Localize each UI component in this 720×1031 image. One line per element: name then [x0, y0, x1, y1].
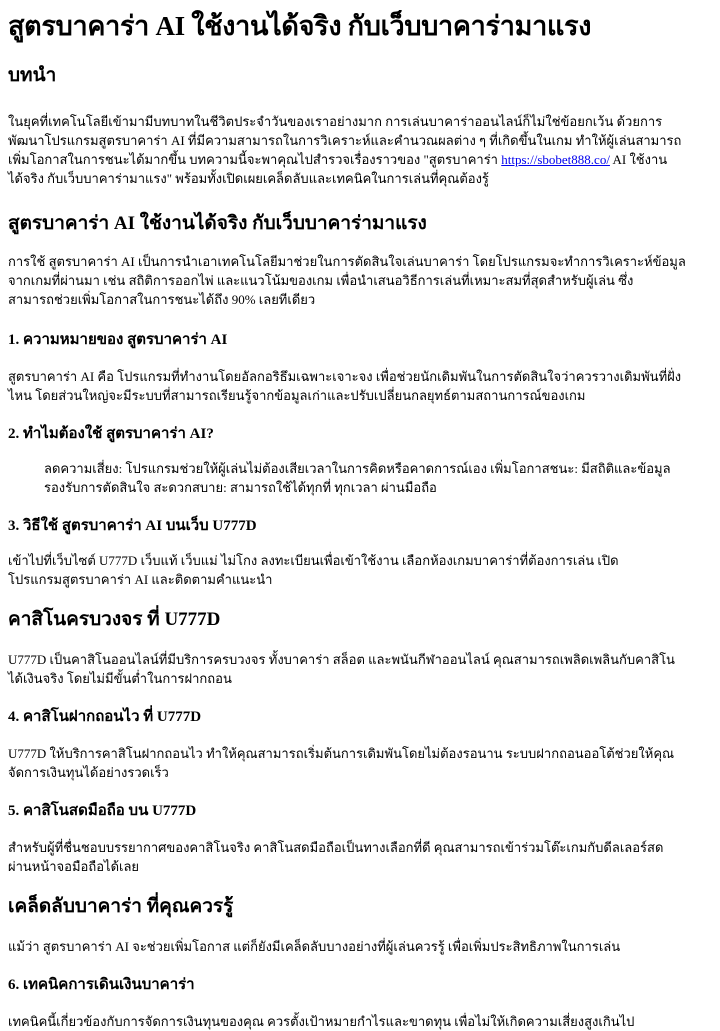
ai-line-2: จากเกมที่ผ่านมา เช่น สถิติการออกไพ่ และแนวโน้มของเกม เพื่อนำเสนอวิธีการเล่นที่เหมาะสมที่สุดสำหรับผู้เล่น ซึ่ง [8, 273, 634, 288]
intro-line-3-tail: AI ใช้งาน [609, 152, 668, 167]
sub6-paragraph [8, 1012, 712, 1031]
sub5-line-1: สำหรับผู้ที่ชื่นชอบบรรยากาศของคาสิโนจริง คาสิโนสดมือถือเป็นทางเลือกที่ดี คุณสามารถเข้าร่วมโต๊ะเกมกับดีลเลอร์สด [8, 840, 664, 855]
sub1-heading: 1. ความหมายของ สูตรบาคาร่า AI [8, 332, 228, 348]
sub6-heading: 6. เทคนิคการเดินเงินบาคาร่า [8, 977, 195, 993]
intro-line-1: ในยุคที่เทคโนโลยีเข้ามามีบทบาทในชีวิตประจำวันของเราอย่างมาก การเล่นบาคาร่าออนไลน์ก็ไม่ใช่ข้อยกเว้น ด้วยการ [8, 114, 663, 129]
sub1-line-1: สูตรบาคาร่า AI คือ โปรแกรมที่ทำงานโดยอัลกอริธึมเฉพาะเจาะจง เพื่อช่วยนักเดิมพันในการตัดสินใจว่าควรวางเดิมพันที่ฝั่ง [8, 369, 682, 384]
page-title: สูตรบาคาร่า AI ใช้งานได้จริง กับเว็บบาคาร่ามาแรง [8, 11, 592, 41]
sub2-paragraph [44, 459, 708, 497]
ai-section-heading: สูตรบาคาร่า AI ใช้งานได้จริง กับเว็บบาคาร่ามาแรง [8, 213, 427, 234]
intro-paragraph [8, 112, 712, 188]
ai-line-3: สามารถช่วยเพิ่มโอกาสในการชนะได้ถึง 90% เลยทีเดียว [8, 292, 316, 307]
sub5-line-2: ผ่านหน้าจอมือถือได้เลย [8, 859, 140, 874]
casino-line-1: U777D เป็นคาสิโนออนไลน์ที่มีบริการครบวงจร ทั้งบาคาร่า สล็อต และพนันกีฬาออนไลน์ คุณสามารถเพลิดเพลินกับคาสิโน [8, 652, 675, 667]
sub3-paragraph [8, 551, 712, 589]
article [0, 9, 720, 1031]
sub3-heading: 3. วิธีใช้ สูตรบาคาร่า AI บนเว็บ U777D [8, 518, 257, 534]
ai-line-1: การใช้ สูตรบาคาร่า AI เป็นการนำเอาเทคโนโลยีมาช่วยในการตัดสินใจเล่นบาคาร่า โดยโปรแกรมจะทำการวิเคราะห์ข้อมูล [8, 254, 686, 269]
sub4-heading: 4. คาสิโนฝากถอนไว ที่ U777D [8, 709, 202, 725]
tips-section-heading: เคล็ดลับบาคาร่า ที่คุณควรรู้ [8, 896, 234, 917]
sub5-heading: 5. คาสิโนสดมือถือ บน U777D [8, 803, 197, 819]
sub3-line-2: โปรแกรมสูตรบาคาร่า AI และติดตามคำแนะนำ [8, 572, 273, 587]
intro-line-3-text: เพิ่มโอกาสในการชนะได้มากขึ้น บทความนี้จะพาคุณไปสำรวจเรื่องราวของ "สูตรบาคาร่า [8, 152, 502, 167]
sub4-paragraph [8, 744, 712, 782]
sub2-heading: 2. ทำไมต้องใช้ สูตรบาคาร่า AI? [8, 426, 214, 442]
sub4-line-2: จัดการเงินทุนได้อย่างรวดเร็ว [8, 765, 169, 780]
sbobet-link[interactable]: https://sbobet888.co/ [501, 152, 610, 167]
casino-line-2: ได้เงินจริง โดยไม่มีขั้นต่ำในการฝากถอน [8, 671, 232, 686]
sub4-line-1: U777D ให้บริการคาสิโนฝากถอนไว ทำให้คุณสามารถเริ่มต้นการเดิมพันโดยไม่ต้องรอนาน ระบบฝากถอนออโต้ช่วยให้คุณ [8, 746, 675, 761]
sub5-paragraph [8, 838, 712, 876]
sub6-line-1: เทคนิคนี้เกี่ยวข้องกับการจัดการเงินทุนของคุณ ควรตั้งเป้าหมายกำไรและขาดทุน เพื่อไม่ให้เกิดความเสี่ยงสูงเกินไป [8, 1014, 635, 1029]
intro-heading: บทนำ [8, 65, 57, 86]
sub1-paragraph [8, 367, 712, 405]
intro-line-3 [8, 152, 667, 167]
sub1-line-2: ไหน โดยส่วนใหญ่จะมีระบบที่สามารถเรียนรู้จากข้อมูลเก่าและปรับเปลี่ยนกลยุทธ์ตามสถานการณ์ของเกม [8, 388, 586, 403]
tips-section-paragraph [8, 937, 712, 956]
sub2-line-1: ลดความเสี่ยง: โปรแกรมช่วยให้ผู้เล่นไม่ต้องเสียเวลาในการคิดหรือคาดการณ์เอง เพิ่มโอกาสชนะ: มีสถิติและข้อมูล [44, 461, 671, 476]
sub2-line-2: รองรับการตัดสินใจ สะดวกสบาย: สามารถใช้ได้ทุกที่ ทุกเวลา ผ่านมือถือ [44, 480, 437, 495]
sub3-line-1: เข้าไปที่เว็บไซต์ U777D เว็บแท้ เว็บแม่ ไม่โกง ลงทะเบียนเพื่อเข้าใช้งาน เลือกห้องเกมบาคาร่าที่ต้องการเล่น เปิด [8, 553, 619, 568]
ai-section-paragraph [8, 252, 712, 309]
tips-line-1: แม้ว่า สูตรบาคาร่า AI จะช่วยเพิ่มโอกาส แต่ก็ยังมีเคล็ดลับบางอย่างที่ผู้เล่นควรรู้ เพื่อเพิ่มประสิทธิภาพในการเล่น [8, 939, 621, 954]
casino-section-paragraph [8, 650, 712, 688]
intro-line-4: ได้จริง กับเว็บบาคาร่ามาแรง" พร้อมทั้งเปิดเผยเคล็ดลับและเทคนิคในการเล่นที่คุณต้องรู้ [8, 171, 489, 186]
intro-line-2: พัฒนาโปรแกรมสูตรบาคาร่า AI ที่มีความสามารถในการวิเคราะห์และคำนวณผลต่าง ๆ ที่เกิดขึ้นในเกม ทำให้ผู้เล่นสามารถ [8, 133, 682, 148]
casino-section-heading: คาสิโนครบวงจร ที่ U777D [8, 609, 221, 630]
